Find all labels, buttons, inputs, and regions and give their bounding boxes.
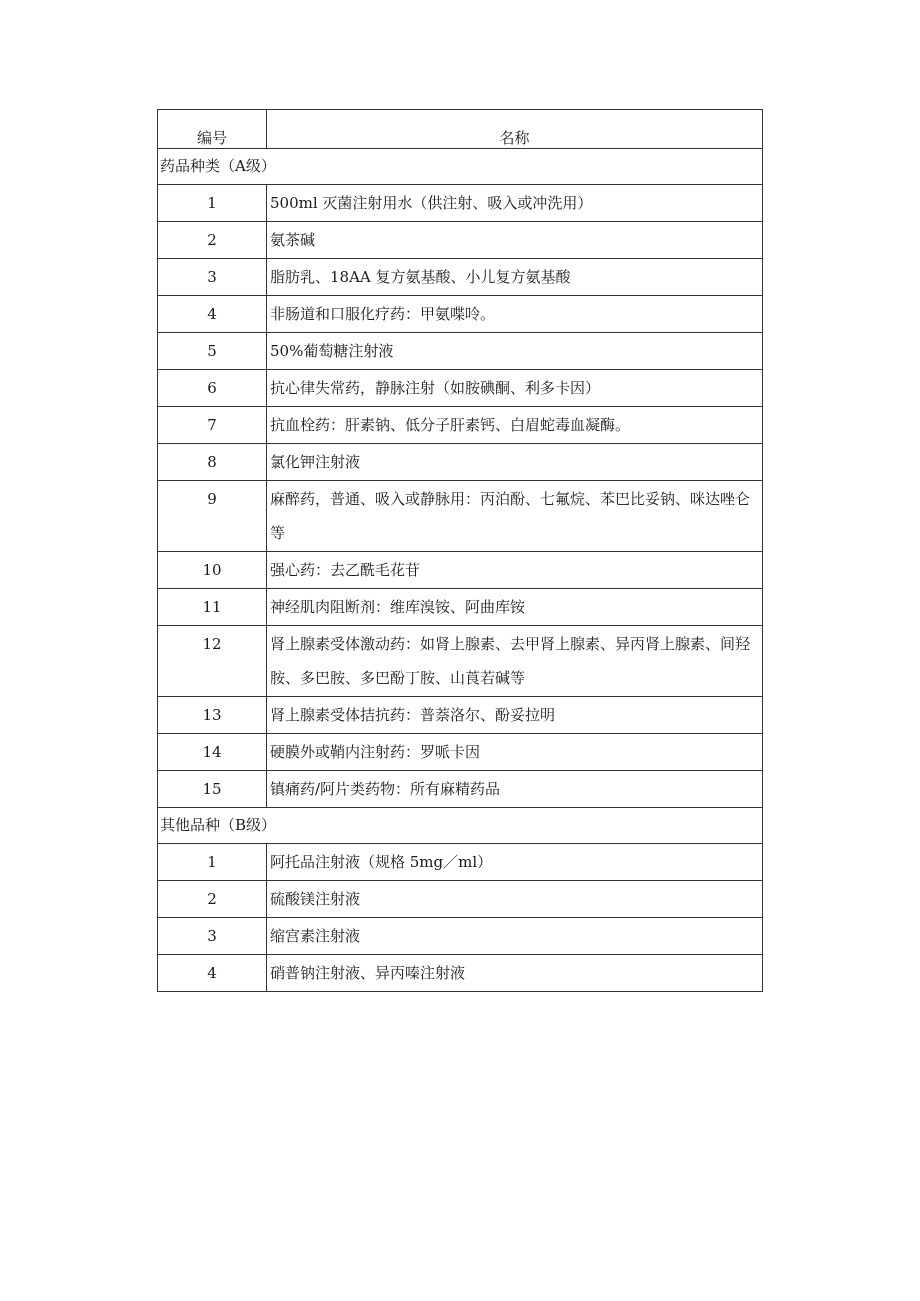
row-name: 脂肪乳、18AA 复方氨基酸、小儿复方氨基酸 [267,259,763,296]
row-name: 硝普钠注射液、异丙嗪注射液 [267,955,763,992]
table-row [158,881,763,918]
row-name: 抗血栓药：肝素钠、低分子肝素钙、白眉蛇毒血凝酶。 [267,407,763,444]
table-row [158,771,763,808]
table-row [158,955,763,992]
section-title-row [158,149,763,185]
row-name: 50%葡萄糖注射液 [267,333,763,370]
table-row [158,481,763,552]
table-row [158,918,763,955]
row-name: 硬膜外或鞘内注射药：罗哌卡因 [267,734,763,771]
row-number: 11 [158,589,267,626]
row-name: 缩宫素注射液 [267,918,763,955]
table-header-row [158,110,763,149]
row-number: 3 [158,918,267,955]
row-number: 12 [158,626,267,697]
row-number: 6 [158,370,267,407]
header-name: 名称 [267,110,763,149]
row-number: 4 [158,296,267,333]
row-number: 10 [158,552,267,589]
table-row [158,296,763,333]
row-number: 7 [158,407,267,444]
row-number: 1 [158,844,267,881]
row-name: 非肠道和口服化疗药：甲氨喋呤。 [267,296,763,333]
row-number: 9 [158,481,267,552]
section-title-row [158,808,763,844]
table-row [158,259,763,296]
table-row [158,697,763,734]
row-number: 15 [158,771,267,808]
row-name: 强心药：去乙酰毛花苷 [267,552,763,589]
table-row [158,222,763,259]
row-name: 镇痛药/阿片类药物：所有麻精药品 [267,771,763,808]
table-row [158,626,763,697]
row-number: 14 [158,734,267,771]
table-row [158,734,763,771]
row-name: 神经肌肉阻断剂：维库溴铵、阿曲库铵 [267,589,763,626]
table-row [158,844,763,881]
row-number: 13 [158,697,267,734]
row-name: 肾上腺素受体激动药：如肾上腺素、去甲肾上腺素、异丙肾上腺素、间羟胺、多巴胺、多巴酚丁胺、山莨若碱等 [267,626,763,697]
row-name: 氨茶碱 [267,222,763,259]
row-number: 2 [158,881,267,918]
table-row [158,552,763,589]
table-row [158,333,763,370]
drug-list-table [157,109,763,992]
row-name: 抗心律失常药，静脉注射（如胺碘酮、利多卡因） [267,370,763,407]
table-row [158,370,763,407]
row-name: 500ml 灭菌注射用水（供注射、吸入或冲洗用） [267,185,763,222]
row-number: 8 [158,444,267,481]
row-name: 硫酸镁注射液 [267,881,763,918]
row-name: 麻醉药，普通、吸入或静脉用：丙泊酚、七氟烷、苯巴比妥钠、咪达唑仑等 [267,481,763,552]
section-title: 药品种类（A级） [158,149,763,185]
row-name: 阿托品注射液（规格 5mg／ml） [267,844,763,881]
row-number: 4 [158,955,267,992]
row-name: 肾上腺素受体拮抗药：普萘洛尔、酚妥拉明 [267,697,763,734]
table-row [158,589,763,626]
section-title: 其他品种（B级） [158,808,763,844]
table-row [158,407,763,444]
table-row [158,185,763,222]
row-number: 2 [158,222,267,259]
header-number: 编号 [158,110,267,149]
row-number: 5 [158,333,267,370]
row-number: 3 [158,259,267,296]
table-row [158,444,763,481]
row-number: 1 [158,185,267,222]
row-name: 氯化钾注射液 [267,444,763,481]
